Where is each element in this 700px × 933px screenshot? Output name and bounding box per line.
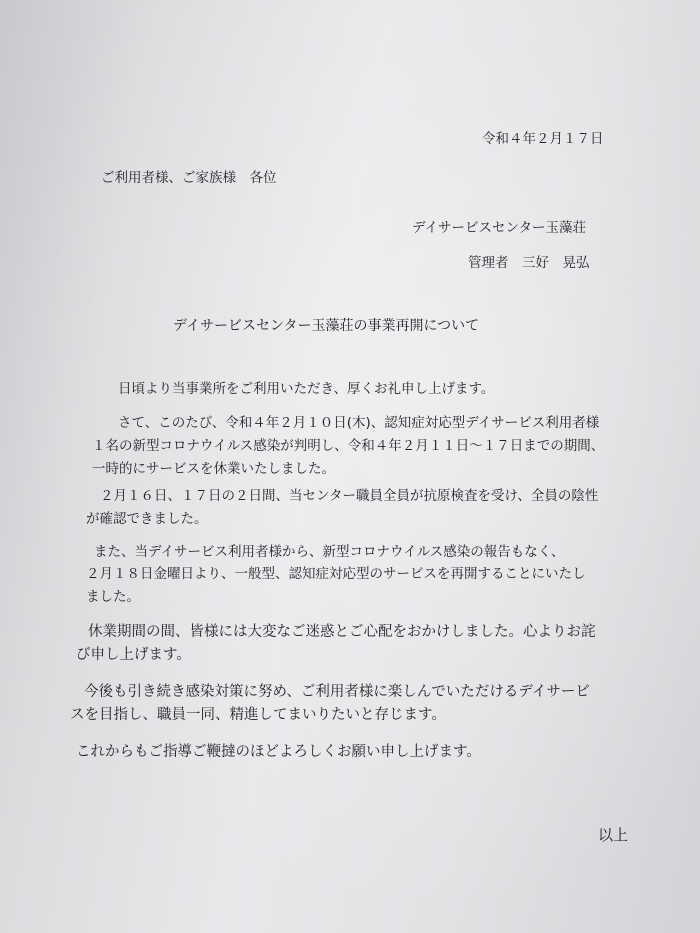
paragraph-2-line-2: １名の新型コロナウイルス感染が判明し、令和４年２月１１日～１７日までの期間、	[92, 438, 605, 454]
paragraph-4-line-3: ました。	[86, 589, 140, 605]
paragraph-1-line-1: 日頃より当事業所をご利用いただき、厚くお礼申し上げます。	[118, 381, 495, 397]
paragraph-6-line-2: スを目指し、職員一同、精進してまいりたいと存じます。	[70, 707, 446, 723]
paragraph-3-line-1: ２月１６日、１７日の２日間、当センター職員全員が抗原検査を受け、全員の陰性	[100, 488, 599, 504]
paragraph-4-line-2: ２月１８日金曜日より、一般型、認知症対応型のサービスを再開することにいたし	[86, 566, 586, 582]
sender-manager: 管理者 三好 晃弘	[468, 255, 590, 271]
document-title: デイサービスセンター玉藻荘の事業再開について	[173, 318, 480, 334]
sender-organization: デイサービスセンター玉藻荘	[412, 220, 587, 236]
paragraph-5-line-2: び申し上げます。	[76, 647, 191, 663]
document-date: 令和４年２月１７日	[482, 131, 604, 147]
paragraph-3-line-2: が確認できました。	[86, 511, 208, 527]
paragraph-4-line-1: また、当デイサービス利用者様から、新型コロナウイルス感染の報告もなく、	[94, 544, 565, 560]
paragraph-6-line-1: 今後も引き続き感染対策に努め、ご利用者様に楽しんでいただけるデイサービ	[84, 684, 590, 700]
addressee: ご利用者様、ご家族様 各位	[101, 170, 277, 186]
closing-mark: 以上	[598, 826, 629, 844]
paragraph-7-line-1: これからもご指導ご鞭撻のほどよろしくお願い申し上げます。	[76, 744, 481, 760]
paragraph-2-line-1: さて、このたび、令和４年２月１０日(木)、認知症対応型デイサービス利用者様	[118, 415, 600, 431]
paragraph-5-line-1: 休業期間の間、皆様には大変なご迷惑とご心配をおかけしました。心よりお詫	[88, 624, 596, 640]
paragraph-2-line-3: 一時的にサービスを休業いたしました。	[92, 461, 335, 477]
